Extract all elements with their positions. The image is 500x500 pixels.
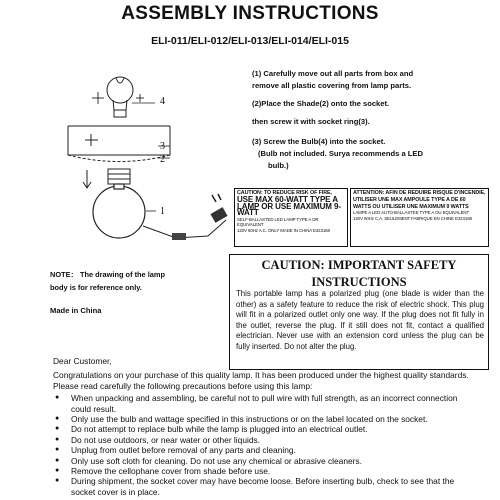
list-item: ● Only use the bulb and wattage specified in this instructions or on the label located on the socket. [53,414,473,424]
caution-title [230,257,488,291]
step-line: (3) Screw the Bulb(4) into the socket. [252,137,386,146]
warning-line: UTILISER UNE MAX AMPOULE TYPE A DE 60 [353,196,466,203]
warning-line: 120V 60Hz C.A. SEULEMENT FABRIQUE EN CHINE E323168 [353,215,472,221]
list-item: ● Do not use outdoors, or near water or other liquids. [53,435,473,445]
precaution-list [53,393,473,497]
step-line: (1) Carefully move out all parts from box and [252,69,414,78]
warning-line: LAMPE A LED AUTO-BALLASTEE TYPE A OU EQUIVALENT [353,210,470,216]
model-numbers: ELI-011/ELI-012/ELI-013/ELI-014/ELI-015 [151,35,349,47]
step-line: remove all plastic covering from lamp parts. [252,81,412,90]
page-title: ASSEMBLY INSTRUCTIONS [121,3,379,24]
caution-body: This portable lamp has a polarized plug (one blade is wider than the other) as a safety feature to reduce the risk of electric shock. This plug will fit in a polarized outlet only one way. If the plug does not fit fully in the outlet, reverse the plug. If it still does not fit, contact a qualified electrician. Never use with an extension cord unless the plug can be fully inserted. Do not alter the plug. [236,289,484,351]
bulb-drawing [107,77,133,117]
callout-2: 2 [160,154,165,165]
caution-box [229,254,489,370]
note-line: NOTE： The drawing of the lamp [50,270,165,279]
drawing-note [50,268,210,294]
warning-line: SELF-BALLASTED LED LAMP TYPE A OR EQUIVALENT [237,217,319,228]
list-item: ● Remove the cellophane cover from shade before use. [53,466,473,476]
callout-3: 3 [160,141,165,152]
customer-letter [53,356,473,497]
warning-label-french [350,188,489,247]
list-item: ● Only use soft cloth for cleaning. Do not use any chemical or abrasive cleaners. [53,456,473,466]
list-item: ● During shipment, the socket cover may have become loose. Before inserting bulb, check to see that the socket cover is in place. [53,476,473,497]
shade-drawing [68,126,170,162]
assembly-steps [252,68,492,172]
lamp-diagram [40,70,240,270]
letter-intro: Congratulations on your purchase of this quality lamp. It has been produced under the highest quality standards. Please read carefully the following precautions before using this lamp: [53,370,469,391]
socket-drawing [108,169,130,184]
step-line: (2)Place the Shade(2) onto the socket. [252,99,390,108]
caution-title-line: CAUTION: IMPORTANT SAFETY [261,258,457,272]
list-item: ● Do not attempt to replace bulb while the lamp is plugged into an electrical outlet. [53,424,473,434]
note-line: body is for reference only. [50,283,142,292]
warning-line: LAMP OR USE MAXIMUM 9-WATT [237,201,341,218]
warning-label-english [234,188,348,247]
list-item: ● Unplug from outlet before removal of any parts and cleaning. [53,445,473,455]
greeting: Dear Customer, [53,356,112,366]
callout-1: 1 [160,206,165,217]
callout-4: 4 [160,96,165,107]
step-line: bulb.) [268,161,289,170]
warning-line: WATTS OU UTILISER UNE MAXIMUM 9 WATTS [353,203,469,210]
made-in-label: Made in China [50,306,102,315]
list-item: ● When unpacking and assembling, be careful not to pull wire with full strength, as an incorrect connection could result. [53,393,473,414]
lamp-body-drawing [93,184,145,238]
step-line: (Bulb not included. Surya recommends a LED [258,149,423,158]
warning-line: 120V 60Hz A.C. ONLY MADE IN CHINA E323168 [237,227,330,233]
warning-line: USE MAX 60-WATT TYPE A [237,194,338,204]
warning-line: ATTENTION: AFIN DE REDUIRE RISQUE D'INCENDIE, [353,190,486,196]
step-line: then screw it with socket ring(3). [252,117,370,126]
caution-title-line: INSTRUCTIONS [311,275,407,289]
warning-line: CAUTION: TO REDUCE RISK OF FIRE, [237,190,332,196]
